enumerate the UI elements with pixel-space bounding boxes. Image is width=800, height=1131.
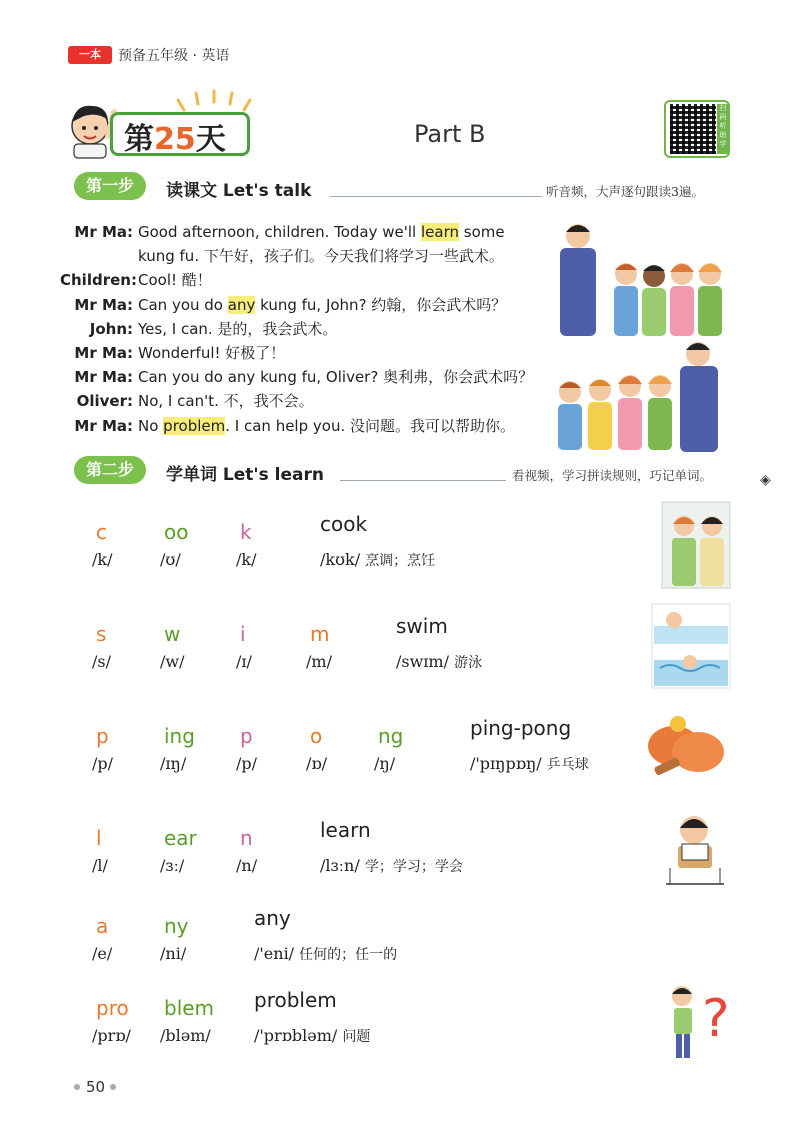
phonics-ipa: /ɜː/: [160, 856, 185, 875]
phonics-chunk: ny: [164, 914, 189, 938]
phonics-ipa: /ŋ/: [374, 754, 396, 773]
ping-pong-paddles-icon: [644, 712, 732, 784]
vocab-word: ping-pong: [470, 716, 572, 740]
vocab-word: any: [254, 906, 291, 930]
divider: [330, 196, 542, 197]
dialogue-line: [60, 341, 540, 365]
phonics-chunk: i: [240, 622, 246, 646]
phonics-ipa: /prɒ/: [92, 1026, 131, 1045]
phonics-ipa: /ɒ/: [306, 754, 328, 773]
kung-fu-class-illustration: [550, 216, 730, 338]
dialogue-line: [60, 414, 540, 438]
speaker-label: Oliver:: [76, 392, 133, 411]
vocab-word: cook: [320, 512, 368, 536]
phonics-ipa: /l/: [92, 856, 108, 875]
phonics-ipa: /n/: [236, 856, 258, 875]
dialogue-text: Yes, I can. 是的，我会武术。: [138, 319, 338, 338]
svg-text:?: ?: [702, 989, 730, 1049]
vocab-meaning: 乒乓球: [546, 757, 589, 773]
dialogue-line: [60, 389, 540, 413]
dialogue-text: Can you do any kung fu, John? 约翰，你会武术吗？: [138, 295, 507, 314]
step2-pill: 第二步: [74, 456, 146, 484]
dialogue-line: [60, 317, 540, 341]
dialogue-text: No, I can't. 不，我不会。: [138, 392, 314, 411]
learn-boy-reading-icon: [662, 808, 728, 888]
vocab-pronunciation: /kʊk/ 烹调；烹饪: [320, 550, 436, 569]
speaker-label: Children:: [60, 271, 137, 290]
vocab-pronunciation: /'prɒbləm/ 问题: [254, 1026, 371, 1045]
vocab-word: swim: [396, 614, 448, 638]
diamond-decoration-icon: ◈: [760, 472, 771, 488]
phonics-ipa: /bləm/: [160, 1026, 211, 1045]
phonics-chunk: o: [310, 724, 323, 748]
phonics-chunk: l: [96, 826, 102, 850]
phonics-ipa: /e/: [92, 944, 113, 963]
step1-note: 听音频，大声逐句跟读3遍。: [546, 184, 704, 199]
dialogue-text: No problem. I can help you. 没问题。我可以帮助你。: [138, 416, 515, 435]
dialogue-text: Cool! 酷！: [138, 271, 212, 290]
speaker-label: Mr Ma:: [74, 344, 133, 363]
dialogue-line: [60, 220, 540, 268]
qr-code-icon[interactable]: [670, 104, 716, 154]
phonics-ipa: /ʊ/: [160, 550, 181, 569]
step2-title: 学单词 Let's learn: [166, 465, 324, 485]
vocab-pronunciation: /swɪm/ 游泳: [396, 652, 483, 671]
swim-illustration: [650, 602, 732, 690]
dialogue: [60, 220, 540, 438]
problem-boy-question-icon: [662, 978, 734, 1060]
phonics-ipa: /ni/: [160, 944, 187, 963]
phonics-chunk: p: [240, 724, 253, 748]
phonics-ipa: /s/: [92, 652, 111, 671]
oliver-help-illustration: [550, 336, 730, 452]
phonics-ipa: /k/: [236, 550, 257, 569]
phonics-chunk: ing: [164, 724, 195, 748]
phonics-chunk: oo: [164, 520, 189, 544]
vocab-pronunciation: /'eni/ 任何的；任一的: [254, 944, 398, 963]
footer-dot: [74, 1084, 80, 1090]
cook-illustration: [660, 500, 732, 590]
step1-banner: [74, 172, 146, 200]
qr-label: 扫码听助学: [717, 104, 729, 154]
phonics-chunk: ng: [378, 724, 404, 748]
phonics-ipa: /k/: [92, 550, 113, 569]
speaker-label: John:: [89, 319, 133, 338]
vocab-meaning: 问题: [342, 1029, 371, 1045]
dialogue-line: [60, 268, 540, 292]
phonics-ipa: /p/: [236, 754, 258, 773]
vocab-meaning: 任何的；任一的: [299, 947, 398, 963]
phonics-ipa: /m/: [306, 652, 332, 671]
dialogue-text: Can you do any kung fu, Oliver? 奥利弗，你会武术吗？: [138, 368, 534, 387]
phonics-chunk: c: [96, 520, 107, 544]
phonics-chunk: ear: [164, 826, 197, 850]
speaker-label: Mr Ma:: [74, 295, 133, 314]
phonics-chunk: pro: [96, 996, 129, 1020]
phonics-ipa: /ɪ/: [236, 652, 252, 671]
phonics-ipa: /ɪŋ/: [160, 754, 187, 773]
vocab-word: problem: [254, 988, 337, 1012]
phonics-chunk: w: [164, 622, 181, 646]
speaker-label: Mr Ma:: [74, 223, 133, 241]
day-title: 第25天: [124, 122, 226, 157]
phonics-ipa: /w/: [160, 652, 185, 671]
brand-logo: 一本: [68, 46, 112, 64]
part-title: Part B: [414, 120, 486, 148]
dialogue-line: [60, 293, 540, 317]
phonics-chunk: m: [310, 622, 330, 646]
step1-pill: 第一步: [74, 172, 146, 200]
book-title: 预备五年级 · 英语: [118, 48, 230, 64]
vocab-meaning: 烹调；烹饪: [365, 553, 436, 569]
speaker-label: Mr Ma:: [74, 368, 133, 387]
boy-icon: [72, 106, 114, 158]
dialogue-text: Good afternoon, children. Today we'll learn some kung fu. 下午好，孩子们。今天我们将学习一些武术。: [138, 223, 505, 266]
vocab-word: learn: [320, 818, 371, 842]
step1-title: 读课文 Let's talk: [166, 181, 312, 201]
vocab-pronunciation: /lɜːn/ 学；学习；学会: [320, 856, 463, 875]
dialogue-text: Wonderful! 好极了！: [138, 344, 286, 363]
highlighted-word: any: [227, 295, 256, 314]
phonics-ipa: /p/: [92, 754, 114, 773]
vocab-meaning: 学；学习；学会: [364, 859, 463, 875]
vocab-meaning: 游泳: [454, 655, 483, 671]
step2-banner: [74, 456, 146, 484]
divider: [340, 480, 506, 481]
highlighted-word: learn: [421, 223, 459, 241]
day-number: 25: [154, 122, 196, 157]
page-number: 50: [86, 1078, 106, 1096]
phonics-chunk: k: [240, 520, 252, 544]
phonics-chunk: p: [96, 724, 109, 748]
footer-dot: [110, 1084, 116, 1090]
vocab-pronunciation: /'pɪŋpɒŋ/ 乒乓球: [470, 754, 589, 773]
phonics-chunk: a: [96, 914, 109, 938]
dialogue-line: [60, 365, 540, 389]
highlighted-word: problem: [163, 416, 226, 435]
step2-note: 看视频，学习拼读规则，巧记单词。: [512, 468, 713, 483]
phonics-chunk: s: [96, 622, 107, 646]
phonics-chunk: blem: [164, 996, 215, 1020]
phonics-chunk: n: [240, 826, 253, 850]
speaker-label: Mr Ma:: [74, 416, 133, 435]
sun-rays-icon: [178, 91, 250, 110]
